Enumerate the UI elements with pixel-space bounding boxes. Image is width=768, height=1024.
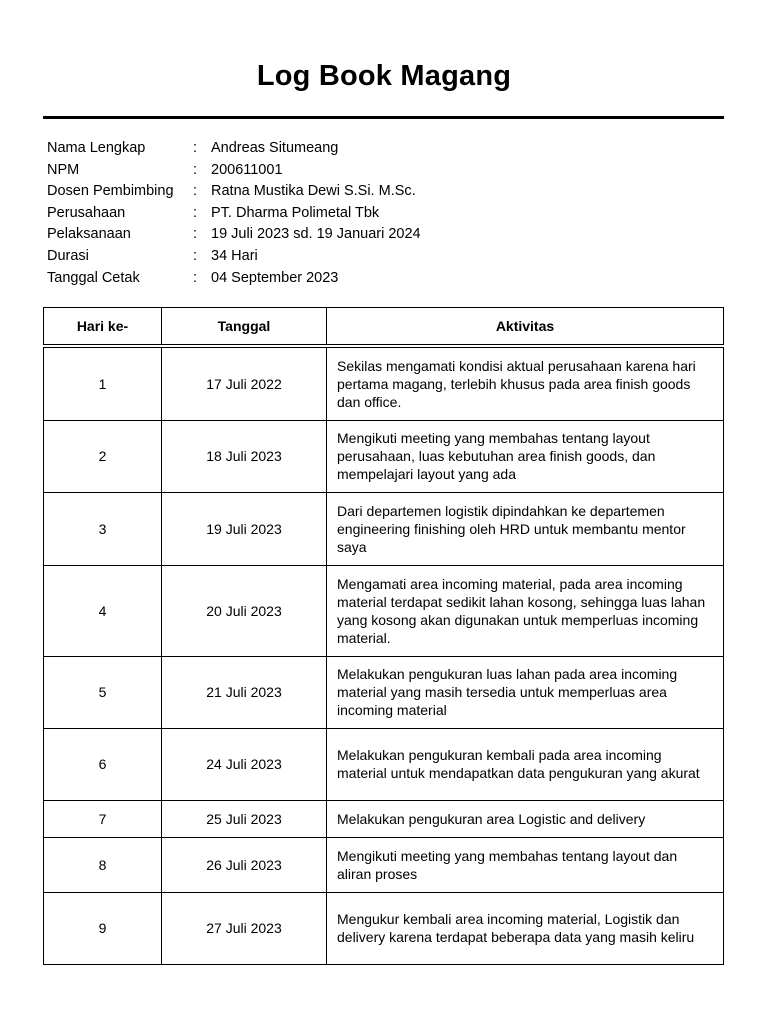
cell-hari: 6 (44, 728, 162, 800)
info-row-dosen (47, 181, 421, 203)
header-aktivitas: Aktivitas (327, 308, 724, 347)
info-colon: : (193, 161, 198, 178)
info-colon: : (193, 247, 198, 264)
info-value-durasi: 34 Hari (211, 247, 258, 264)
header-tanggal: Tanggal (162, 308, 327, 347)
cell-tanggal: 27 Juli 2023 (162, 892, 327, 964)
cell-tanggal: 19 Juli 2023 (162, 492, 327, 565)
cell-tanggal: 24 Juli 2023 (162, 728, 327, 800)
table-row (44, 492, 724, 565)
cell-tanggal: 25 Juli 2023 (162, 800, 327, 837)
info-label: Dosen Pembimbing (47, 183, 174, 200)
table-row (44, 837, 724, 892)
info-row-pelaksanaan (47, 224, 421, 246)
info-row-tanggal-cetak (47, 268, 421, 290)
cell-aktivitas: Dari departemen logistik dipindahkan ke departemen engineering finishing oleh HRD untuk membantu mentor saya (327, 492, 724, 565)
info-colon: : (193, 269, 198, 286)
info-colon: : (193, 183, 198, 200)
cell-aktivitas: Mengikuti meeting yang membahas tentang layout dan aliran proses (327, 837, 724, 892)
student-info-block (47, 138, 421, 289)
info-label: Tanggal Cetak (47, 269, 140, 286)
cell-aktivitas: Melakukan pengukuran kembali pada area incoming material untuk mendapatkan data pengukuran yang akurat (327, 728, 724, 800)
info-row-npm (47, 160, 421, 182)
cell-hari: 7 (44, 800, 162, 837)
cell-aktivitas: Melakukan pengukuran luas lahan pada area incoming material yang masih tersedia untuk memperluas area incoming material (327, 656, 724, 728)
cell-hari: 9 (44, 892, 162, 964)
info-colon: : (193, 204, 198, 221)
header-hari: Hari ke- (44, 308, 162, 347)
cell-tanggal: 20 Juli 2023 (162, 565, 327, 656)
cell-tanggal: 17 Juli 2022 (162, 346, 327, 420)
cell-tanggal: 18 Juli 2023 (162, 420, 327, 492)
cell-hari: 4 (44, 565, 162, 656)
cell-aktivitas: Mengukur kembali area incoming material, Logistik dan delivery karena terdapat beberapa data yang masih keliru (327, 892, 724, 964)
cell-aktivitas: Melakukan pengukuran area Logistic and delivery (327, 800, 724, 837)
info-row-nama (47, 138, 421, 160)
table-row (44, 565, 724, 656)
table-row (44, 420, 724, 492)
cell-aktivitas: Sekilas mengamati kondisi aktual perusahaan karena hari pertama magang, terlebih khusus pada area finish goods dan office. (327, 346, 724, 420)
table-row (44, 346, 724, 420)
info-row-durasi (47, 246, 421, 268)
cell-tanggal: 21 Juli 2023 (162, 656, 327, 728)
cell-hari: 2 (44, 420, 162, 492)
cell-aktivitas: Mengikuti meeting yang membahas tentang layout perusahaan, luas kebutuhan area finish goods, dan mempelajari layout yang ada (327, 420, 724, 492)
info-value-perusahaan: PT. Dharma Polimetal Tbk (211, 204, 380, 221)
cell-hari: 3 (44, 492, 162, 565)
info-colon: : (193, 226, 198, 243)
cell-tanggal: 26 Juli 2023 (162, 837, 327, 892)
title-divider (43, 116, 724, 119)
cell-hari: 8 (44, 837, 162, 892)
info-value-dosen: Ratna Mustika Dewi S.Si. M.Sc. (211, 183, 416, 200)
cell-hari: 5 (44, 656, 162, 728)
table-header-row (44, 308, 724, 347)
page-title: Log Book Magang (256, 60, 512, 92)
table-row (44, 800, 724, 837)
info-label: Pelaksanaan (47, 226, 131, 243)
info-row-perusahaan (47, 203, 421, 225)
table-row (44, 728, 724, 800)
cell-hari: 1 (44, 346, 162, 420)
info-label: Durasi (47, 247, 89, 264)
table-row (44, 892, 724, 964)
info-label: Perusahaan (47, 204, 126, 221)
info-value-pelaksanaan: 19 Juli 2023 sd. 19 Januari 2024 (211, 226, 421, 243)
logbook-table (43, 307, 724, 965)
info-value-tanggal-cetak: 04 September 2023 (211, 269, 339, 286)
info-label: Nama Lengkap (47, 140, 146, 156)
info-value-npm: 200611001 (211, 161, 283, 178)
table-row (44, 656, 724, 728)
info-label: NPM (47, 161, 80, 178)
cell-aktivitas: Mengamati area incoming material, pada area incoming material terdapat sedikit lahan kosong, sehingga luas lahan yang kosong akan digunakan untuk memperluas incoming material. (327, 565, 724, 656)
info-colon: : (193, 140, 198, 156)
info-value-nama: Andreas Situmeang (211, 140, 339, 156)
